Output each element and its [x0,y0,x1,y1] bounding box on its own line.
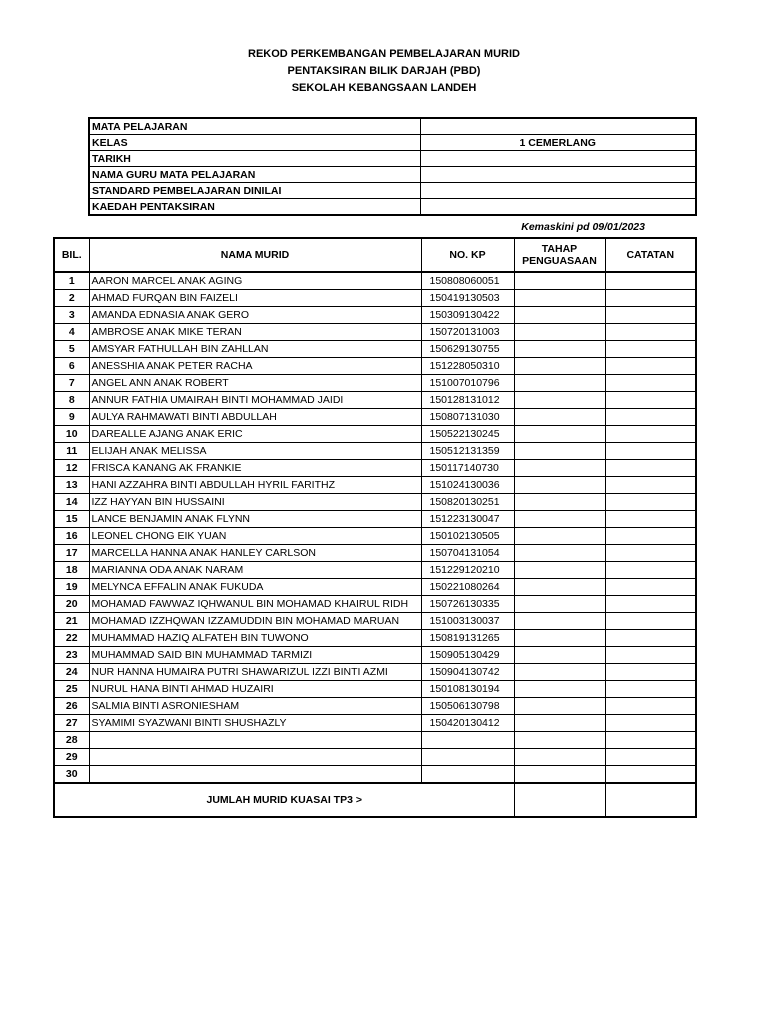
row-catatan [605,426,696,443]
updated-note: Kemaskini pd 09/01/2023 [521,221,645,233]
row-tahap [514,562,605,579]
row-tahap [514,272,605,290]
row-catatan [605,443,696,460]
col-tahap-line2: PENGUASAAN [522,255,597,267]
row-kp: 150807131030 [421,409,514,426]
row-tahap [514,528,605,545]
table-row [54,272,696,290]
row-kp: 151228050310 [421,358,514,375]
row-catatan [605,749,696,766]
row-bil: 28 [54,732,89,749]
row-name: ANNUR FATHIA UMAIRAH BINTI MOHAMMAD JAIDI [89,392,421,409]
row-catatan [605,698,696,715]
info-row [89,135,696,151]
row-name [89,732,421,749]
row-kp: 150117140730 [421,460,514,477]
row-tahap [514,443,605,460]
row-bil: 20 [54,596,89,613]
info-value [420,199,696,216]
info-value [420,167,696,183]
student-table [53,237,697,818]
row-catatan [605,664,696,681]
row-name: AARON MARCEL ANAK AGING [89,272,421,290]
row-bil: 3 [54,307,89,324]
row-bil: 11 [54,443,89,460]
row-kp: 150419130503 [421,290,514,307]
row-catatan [605,528,696,545]
row-tahap [514,732,605,749]
col-tahap-header [514,238,605,272]
info-row [89,183,696,199]
document-subtitle: PENTAKSIRAN BILIK DARJAH (PBD) [287,65,481,77]
row-kp: 150522130245 [421,426,514,443]
table-row [54,681,696,698]
row-kp: 151229120210 [421,562,514,579]
table-row [54,477,696,494]
row-kp: 150512131359 [421,443,514,460]
row-name: MARIANNA ODA ANAK NARAM [89,562,421,579]
row-bil: 9 [54,409,89,426]
row-kp: 150905130429 [421,647,514,664]
footer-catatan-cell [605,783,696,817]
row-kp: 150506130798 [421,698,514,715]
row-catatan [605,630,696,647]
table-row [54,511,696,528]
row-tahap [514,511,605,528]
row-kp [421,732,514,749]
info-table [88,117,697,216]
row-kp [421,766,514,784]
table-row [54,562,696,579]
row-catatan [605,511,696,528]
col-bil-header: BIL. [54,238,89,272]
row-bil: 6 [54,358,89,375]
row-catatan [605,460,696,477]
row-name: AMANDA EDNASIA ANAK GERO [89,307,421,324]
info-label: KELAS [89,135,420,151]
row-tahap [514,358,605,375]
table-row [54,749,696,766]
table-row [54,409,696,426]
row-tahap [514,766,605,784]
row-tahap [514,664,605,681]
row-tahap [514,647,605,664]
info-value [420,151,696,167]
row-catatan [605,375,696,392]
row-name: AULYA RAHMAWATI BINTI ABDULLAH [89,409,421,426]
row-tahap [514,545,605,562]
info-row [89,151,696,167]
row-tahap [514,613,605,630]
row-tahap [514,375,605,392]
table-row [54,647,696,664]
row-bil: 8 [54,392,89,409]
row-name: IZZ HAYYAN BIN HUSSAINI [89,494,421,511]
row-bil: 1 [54,272,89,290]
info-label: NAMA GURU MATA PELAJARAN [89,167,420,183]
row-catatan [605,613,696,630]
school-name: SEKOLAH KEBANGSAAN LANDEH [291,82,477,94]
document-header [0,46,768,97]
row-bil: 14 [54,494,89,511]
table-row [54,579,696,596]
row-name: DAREALLE AJANG ANAK ERIC [89,426,421,443]
row-name: MELYNCA EFFALIN ANAK FUKUDA [89,579,421,596]
row-name: LANCE BENJAMIN ANAK FLYNN [89,511,421,528]
row-bil: 18 [54,562,89,579]
row-name: LEONEL CHONG EIK YUAN [89,528,421,545]
row-bil: 2 [54,290,89,307]
row-catatan [605,579,696,596]
table-row [54,375,696,392]
row-tahap [514,715,605,732]
footer-label: JUMLAH MURID KUASAI TP3 > [54,783,514,817]
row-kp: 150819131265 [421,630,514,647]
row-bil: 7 [54,375,89,392]
row-kp: 150629130755 [421,341,514,358]
row-kp: 151024130036 [421,477,514,494]
col-tahap-line1: TAHAP [541,243,578,255]
table-row [54,494,696,511]
table-row [54,443,696,460]
col-name-header: NAMA MURID [89,238,421,272]
row-name: MUHAMMAD HAZIQ ALFATEH BIN TUWONO [89,630,421,647]
row-catatan [605,545,696,562]
row-name: MARCELLA HANNA ANAK HANLEY CARLSON [89,545,421,562]
row-tahap [514,579,605,596]
table-row [54,307,696,324]
row-catatan [605,477,696,494]
row-tahap [514,630,605,647]
table-row [54,290,696,307]
row-catatan [605,562,696,579]
row-kp: 150128131012 [421,392,514,409]
row-name: AHMAD FURQAN BIN FAIZELI [89,290,421,307]
row-catatan [605,307,696,324]
row-catatan [605,409,696,426]
table-row [54,715,696,732]
row-kp: 150420130412 [421,715,514,732]
row-bil: 27 [54,715,89,732]
row-tahap [514,290,605,307]
row-bil: 30 [54,766,89,784]
row-kp: 150808060051 [421,272,514,290]
row-catatan [605,647,696,664]
footer-tahap-cell [514,783,605,817]
row-name: ANESSHIA ANAK PETER RACHA [89,358,421,375]
table-row [54,732,696,749]
info-value [420,118,696,135]
row-tahap [514,596,605,613]
table-row [54,324,696,341]
row-bil: 29 [54,749,89,766]
row-bil: 26 [54,698,89,715]
row-bil: 17 [54,545,89,562]
row-tahap [514,494,605,511]
row-bil: 19 [54,579,89,596]
table-row [54,392,696,409]
row-catatan [605,358,696,375]
row-catatan [605,392,696,409]
table-row [54,358,696,375]
row-name: ELIJAH ANAK MELISSA [89,443,421,460]
row-name: MOHAMAD IZZHQWAN IZZAMUDDIN BIN MOHAMAD MARUAN [89,613,421,630]
row-bil: 5 [54,341,89,358]
table-row [54,426,696,443]
table-row [54,766,696,784]
table-row [54,596,696,613]
info-value [420,183,696,199]
row-bil: 21 [54,613,89,630]
row-name [89,749,421,766]
row-kp: 150720131003 [421,324,514,341]
row-kp: 150820130251 [421,494,514,511]
row-name: MOHAMAD FAWWAZ IQHWANUL BIN MOHAMAD KHAIRUL RIDH [89,596,421,613]
row-bil: 12 [54,460,89,477]
row-kp: 150704131054 [421,545,514,562]
row-tahap [514,460,605,477]
row-catatan [605,766,696,784]
info-label: STANDARD PEMBELAJARAN DINILAI [89,183,420,199]
table-row [54,545,696,562]
row-catatan [605,596,696,613]
row-kp: 150726130335 [421,596,514,613]
row-kp: 151003130037 [421,613,514,630]
table-row [54,341,696,358]
row-bil: 15 [54,511,89,528]
info-label: KAEDAH PENTAKSIRAN [89,199,420,216]
row-catatan [605,341,696,358]
table-row [54,630,696,647]
info-label: TARIKH [89,151,420,167]
row-name: AMSYAR FATHULLAH BIN ZAHLLAN [89,341,421,358]
info-row [89,199,696,216]
row-name: HANI AZZAHRA BINTI ABDULLAH HYRIL FARITHZ [89,477,421,494]
row-bil: 4 [54,324,89,341]
row-bil: 16 [54,528,89,545]
row-tahap [514,324,605,341]
row-catatan [605,272,696,290]
row-catatan [605,494,696,511]
info-row [89,118,696,135]
row-bil: 10 [54,426,89,443]
row-name: NURUL HANA BINTI AHMAD HUZAIRI [89,681,421,698]
row-tahap [514,409,605,426]
row-bil: 25 [54,681,89,698]
row-tahap [514,698,605,715]
row-catatan [605,681,696,698]
footer-row [54,783,696,817]
row-kp: 151007010796 [421,375,514,392]
row-name: AMBROSE ANAK MIKE TERAN [89,324,421,341]
row-tahap [514,307,605,324]
row-name: MUHAMMAD SAID BIN MUHAMMAD TARMIZI [89,647,421,664]
row-kp: 150309130422 [421,307,514,324]
table-row [54,664,696,681]
row-tahap [514,749,605,766]
row-kp: 150108130194 [421,681,514,698]
row-catatan [605,732,696,749]
row-kp: 150221080264 [421,579,514,596]
row-name: SYAMIMI SYAZWANI BINTI SHUSHAZLY [89,715,421,732]
row-name: NUR HANNA HUMAIRA PUTRI SHAWARIZUL IZZI BINTI AZMI [89,664,421,681]
info-row [89,167,696,183]
row-catatan [605,290,696,307]
info-label: MATA PELAJARAN [89,118,420,135]
row-kp: 150904130742 [421,664,514,681]
document-title: REKOD PERKEMBANGAN PEMBELAJARAN MURID [248,48,520,60]
row-tahap [514,392,605,409]
col-kp-header: NO. KP [421,238,514,272]
table-row [54,613,696,630]
row-catatan [605,715,696,732]
row-kp: 150102130505 [421,528,514,545]
table-header-row [54,238,696,272]
row-bil: 24 [54,664,89,681]
row-catatan [605,324,696,341]
row-bil: 22 [54,630,89,647]
row-kp [421,749,514,766]
col-catatan-header: CATATAN [605,238,696,272]
row-tahap [514,477,605,494]
table-row [54,698,696,715]
row-name: SALMIA BINTI ASRONIESHAM [89,698,421,715]
table-row [54,528,696,545]
row-bil: 23 [54,647,89,664]
row-name: FRISCA KANANG AK FRANKIE [89,460,421,477]
row-tahap [514,426,605,443]
row-name [89,766,421,784]
table-row [54,460,696,477]
row-bil: 13 [54,477,89,494]
row-tahap [514,681,605,698]
row-name: ANGEL ANN ANAK ROBERT [89,375,421,392]
row-kp: 151223130047 [421,511,514,528]
info-value: 1 CEMERLANG [420,135,696,151]
row-tahap [514,341,605,358]
